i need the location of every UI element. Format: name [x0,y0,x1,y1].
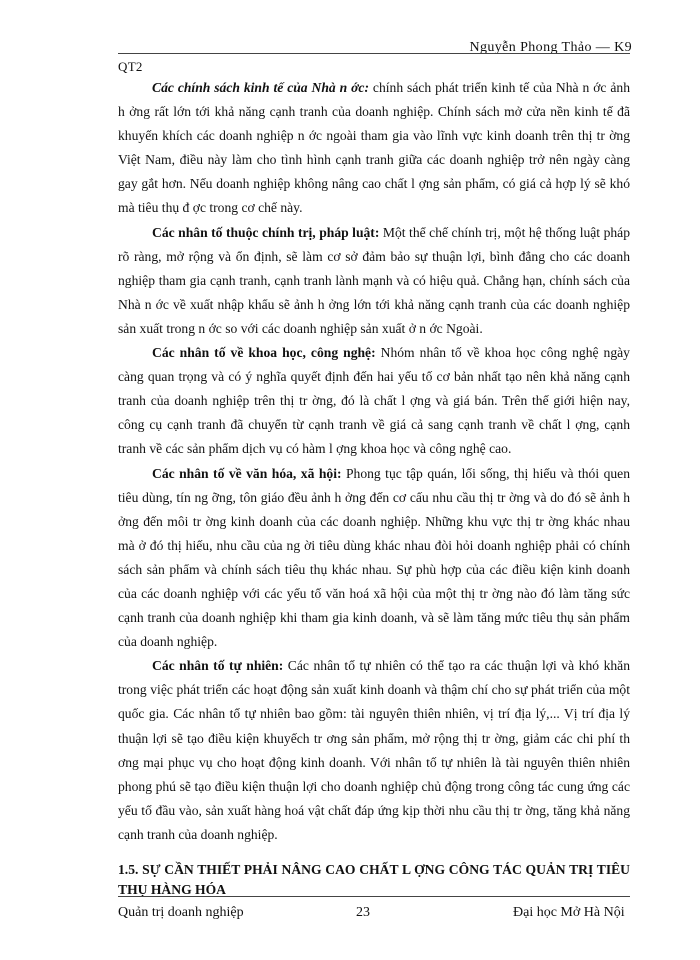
section-heading [118,860,630,900]
page-body [118,76,630,900]
paragraph-lead: Các nhân tố về khoa học, công nghệ: [152,345,376,361]
header-rule [118,53,630,54]
paragraph-nature [118,654,630,847]
paragraph-text: chính sách phát triển kinh tế của Nhà n ớc ảnh h ởng rất lớn tới khả năng cạnh tranh của doanh nghiệp. Chính sách mở cửa nền kinh tế đã khuyến khích các doanh nghiệp n ớc ngoài tham gia vào lĩnh vực kinh doanh trên thị tr ờng Việt Nam, điều này làm cho tình hình cạnh tranh giữa các doanh nghiệp trở nên ngày càng gay gắt hơn. Nếu doanh nghiệp không nâng cao chất l ợng sản phẩm, có giá cả hợp lý sẽ khó mà tiêu thụ đ ợc trong cơ chế này. [118,80,630,216]
header-code: QT2 [118,59,143,74]
section-number: 1.5. [118,862,139,877]
paragraph-text: Các nhân tố tự nhiên có thể tạo ra các thuận lợi và khó khăn trong việc phát triển các hoạt động sản xuất kinh doanh và thậm chí cho sự phát triển của một quốc gia. Các nhân tố tự nhiên bao gồm: tài nguyên thiên nhiên, vị trí địa lý,... Vị trí địa lý thuận lợi sẽ tạo điều kiện khuyếch tr ơng sản phẩm, mở rộng thị tr ờng, giảm các chi phí th ơng mại phục vụ cho hoạt động kinh doanh. Với nhân tố tự nhiên là tài nguyên thiên nhiên phong phú sẽ tạo điều kiện thuận lợi cho doanh nghiệp chủ động trong công tác cung ứng các yếu tố đầu vào, sản xuất hàng hoá vật chất đáp ứng kịp thời nhu cầu thị tr ờng, tăng khả năng cạnh tranh của doanh nghiệp. [118,658,631,842]
footer-rule [118,896,630,897]
footer-right: Đại học Mở Hà Nội [513,905,625,920]
paragraph-lead: Các nhân tố tự nhiên: [152,658,284,674]
paragraph-lead: Các nhân tố thuộc chính trị, pháp luật: [152,224,380,240]
footer-left: Quản trị doanh nghiệp [118,905,244,920]
paragraph-lead: Các nhân tố về văn hóa, xã hội: [152,465,342,481]
paragraph-science-technology [118,341,630,461]
paragraph-politics-law [118,221,630,341]
paragraph-text: Một thể chế chính trị, một hệ thống luật pháp rõ ràng, mở rộng và ổn định, sẽ làm cơ sở đảm bảo sự thuận lợi, bình đẳng cho các doanh nghiệp tham gia cạnh tranh, cạnh tranh lành mạnh và có hiệu quả. Chẳng hạn, chính sách của Nhà n ớc về xuất nhập khẩu sẽ ảnh h ởng lớn tới khả năng cạnh tranh của các doanh nghiệp sản xuất trong n ớc so với các doanh nghiệp sản xuất ở n ớc Ngoài. [118,224,631,336]
section-title: SỰ CẦN THIẾT PHẢI NÂNG CAO CHẤT L ỢNG CÔNG TÁC QUẢN TRỊ TIÊU THỤ HÀNG HÓA [118,862,630,897]
page-number: 23 [356,905,370,920]
paragraph-culture-society [118,462,630,655]
paragraph-text: Nhóm nhân tố về khoa học công nghệ ngày càng quan trọng và có ý nghĩa quyết định đến hai yếu tố cơ bản nhất tạo nên khả năng cạnh tranh của doanh nghiệp trên thị tr ờng, đó là chất l ợng và giá bán. Trên thế giới hiện nay, công cụ cạnh tranh đã chuyển từ cạnh tranh về giá cả sang cạnh tranh về chất l ợng, cạnh tranh về các sản phẩm dịch vụ có hàm l ợng khoa học và công nghệ cao. [118,345,630,457]
paragraph-text: Phong tục tập quán, lối sống, thị hiếu và thói quen tiêu dùng, tín ng ỡng, tôn giáo đều ảnh h ởng đến cơ cấu nhu cầu thị tr ờng và do đó sẽ ảnh h ởng đến môi tr ờng kinh doanh của các doanh nghiệp. Những khu vực thị tr ờng khác nhau mà ở đó thị hiếu, nhu cầu của ng ời tiêu dùng khác nhau đòi hỏi doanh nghiệp phải có chính sách sản phẩm và chính sách tiêu thụ khác nhau. Sự phù hợp của các điều kiện kinh doanh của các doanh nghiệp với các yếu tố văn hoá xã hội của một thị tr ờng nào đó làm tăng sức cạnh tranh của doanh nghiệp khi tham gia kinh doanh, và sẽ làm tăng mức tiêu thụ sản phẩm của doanh nghiệp. [118,465,630,650]
paragraph-economic-policy [118,76,630,221]
header-author: Nguyễn Phong Thảo — K9 [469,40,632,55]
paragraph-lead: Các chính sách kinh tế của Nhà n ớc: [152,80,369,95]
